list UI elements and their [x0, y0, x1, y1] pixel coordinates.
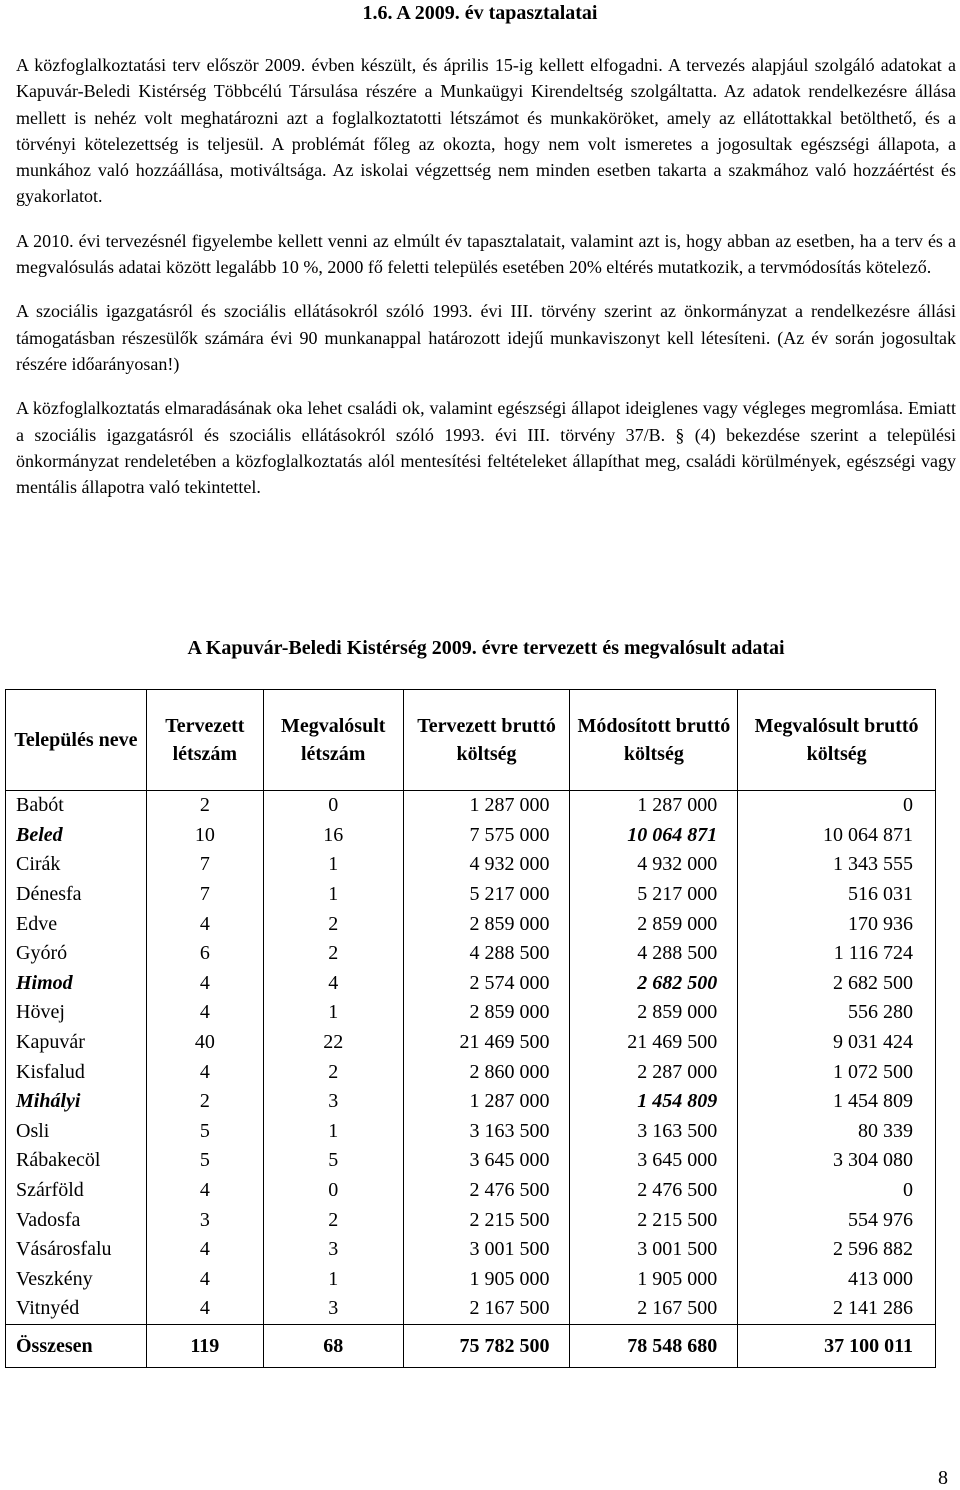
paragraph-exemption: A közfoglalkoztatás elmaradásának oka lehet családi ok, valamint egészségi állapot ideiglenes vagy végleges megromlása. Emiatt a szociális igazgatásról és szociális ellátásokról szóló 1993. évi III. törvény 37/B. § (4) bekezdése szerint a települési önkormányzat rendeletében a közfoglalkoztatás alól mentesítési feltételeket állapíthat meg, családi körülmények, egészségi vagy mentális állapotra való tekintettel. — [16, 398, 956, 498]
data-table — [5, 689, 936, 1368]
settlement-name: Rábakecöl — [6, 1146, 147, 1176]
modified-cost: 3 001 500 — [570, 1235, 738, 1265]
settlement-name: Mihályi — [6, 1087, 147, 1117]
table-row — [6, 998, 936, 1028]
settlement-name: Babót — [6, 791, 147, 821]
actual-cost: 2 141 286 — [738, 1294, 936, 1324]
planned-headcount: 4 — [146, 909, 263, 939]
actual-cost: 516 031 — [738, 880, 936, 910]
modified-cost: 4 932 000 — [570, 850, 738, 880]
actual-headcount: 5 — [263, 1146, 403, 1176]
settlement-name: Kapuvár — [6, 1028, 147, 1058]
actual-headcount: 3 — [263, 1294, 403, 1324]
actual-cost: 1 454 809 — [738, 1087, 936, 1117]
table-row — [6, 1117, 936, 1147]
header-planned-cost: Tervezett bruttó költség — [403, 690, 570, 791]
actual-cost: 9 031 424 — [738, 1028, 936, 1058]
modified-cost: 4 288 500 — [570, 939, 738, 969]
settlement-name: Veszkény — [6, 1265, 147, 1295]
actual-headcount: 2 — [263, 1057, 403, 1087]
modified-cost: 10 064 871 — [570, 821, 738, 851]
total-planned: 119 — [146, 1324, 263, 1367]
planned-cost: 5 217 000 — [403, 880, 570, 910]
settlement-name: Gyóró — [6, 939, 147, 969]
actual-headcount: 0 — [263, 791, 403, 821]
table-row — [6, 969, 936, 999]
total-modified-cost: 78 548 680 — [570, 1324, 738, 1367]
actual-cost: 170 936 — [738, 909, 936, 939]
settlement-name: Beled — [6, 821, 147, 851]
settlement-name: Himod — [6, 969, 147, 999]
section-title: 1.6. A 2009. év tapasztalatai — [362, 2, 598, 24]
table-body — [6, 791, 936, 1325]
actual-cost: 554 976 — [738, 1205, 936, 1235]
planned-headcount: 4 — [146, 1294, 263, 1324]
settlement-name: Szárföld — [6, 1176, 147, 1206]
planned-headcount: 5 — [146, 1146, 263, 1176]
planned-cost: 21 469 500 — [403, 1028, 570, 1058]
planned-cost: 2 574 000 — [403, 969, 570, 999]
modified-cost: 2 859 000 — [570, 909, 738, 939]
table-row — [6, 850, 936, 880]
table-row — [6, 939, 936, 969]
actual-headcount: 2 — [263, 1205, 403, 1235]
table-header-row — [6, 690, 936, 791]
actual-cost: 2 596 882 — [738, 1235, 936, 1265]
actual-headcount: 4 — [263, 969, 403, 999]
page-number: 8 — [938, 1467, 948, 1489]
table-row — [6, 1087, 936, 1117]
planned-headcount: 4 — [146, 1265, 263, 1295]
modified-cost: 3 163 500 — [570, 1117, 738, 1147]
table-row — [6, 1205, 936, 1235]
actual-cost: 413 000 — [738, 1265, 936, 1295]
settlement-name: Hövej — [6, 998, 147, 1028]
paragraph-2010-planning: A 2010. évi tervezésnél figyelembe kellett venni az elmúlt év tapasztalatait, valamint azt is, hogy abban az esetben, ha a terv és a megvalósulás adatai között legalább 10 %, 2000 fő feletti település esetében 20% eltérés mutatkozik, a tervmódosítás kötelező. — [16, 230, 956, 278]
planned-cost: 2 167 500 — [403, 1294, 570, 1324]
planned-headcount: 4 — [146, 1235, 263, 1265]
planned-cost: 3 645 000 — [403, 1146, 570, 1176]
planned-cost: 2 476 500 — [403, 1176, 570, 1206]
actual-headcount: 0 — [263, 1176, 403, 1206]
settlement-name: Cirák — [6, 850, 147, 880]
modified-cost: 3 645 000 — [570, 1146, 738, 1176]
actual-cost: 1 116 724 — [738, 939, 936, 969]
planned-headcount: 2 — [146, 791, 263, 821]
table-title: A Kapuvár-Beledi Kistérség 2009. évre tervezett és megvalósult adatai — [187, 637, 785, 659]
table-row — [6, 909, 936, 939]
actual-cost: 556 280 — [738, 998, 936, 1028]
table-row — [6, 791, 936, 821]
table-row — [6, 880, 936, 910]
header-settlement: Település neve — [6, 690, 147, 791]
modified-cost: 2 287 000 — [570, 1057, 738, 1087]
actual-headcount: 1 — [263, 880, 403, 910]
planned-cost: 2 859 000 — [403, 909, 570, 939]
planned-headcount: 4 — [146, 1057, 263, 1087]
planned-headcount: 7 — [146, 880, 263, 910]
planned-cost: 3 001 500 — [403, 1235, 570, 1265]
settlement-name: Kisfalud — [6, 1057, 147, 1087]
actual-headcount: 3 — [263, 1087, 403, 1117]
planned-headcount: 4 — [146, 1176, 263, 1206]
settlement-name: Vitnyéd — [6, 1294, 147, 1324]
actual-headcount: 1 — [263, 998, 403, 1028]
modified-cost: 21 469 500 — [570, 1028, 738, 1058]
planned-cost: 1 905 000 — [403, 1265, 570, 1295]
actual-cost: 0 — [738, 791, 936, 821]
header-modified-cost: Módosított bruttó költség — [570, 690, 738, 791]
planned-headcount: 4 — [146, 969, 263, 999]
actual-headcount: 16 — [263, 821, 403, 851]
body-text — [16, 52, 956, 518]
planned-cost: 1 287 000 — [403, 1087, 570, 1117]
modified-cost: 2 215 500 — [570, 1205, 738, 1235]
planned-headcount: 2 — [146, 1087, 263, 1117]
planned-headcount: 10 — [146, 821, 263, 851]
actual-cost: 1 343 555 — [738, 850, 936, 880]
actual-headcount: 3 — [263, 1235, 403, 1265]
total-actual-cost: 37 100 011 — [738, 1324, 936, 1367]
actual-headcount: 1 — [263, 1265, 403, 1295]
header-actual-headcount: Megvalósult létszám — [263, 690, 403, 791]
modified-cost: 1 287 000 — [570, 791, 738, 821]
modified-cost: 2 859 000 — [570, 998, 738, 1028]
settlement-name: Edve — [6, 909, 147, 939]
actual-cost: 80 339 — [738, 1117, 936, 1147]
actual-cost: 1 072 500 — [738, 1057, 936, 1087]
actual-cost: 10 064 871 — [738, 821, 936, 851]
settlement-name: Osli — [6, 1117, 147, 1147]
modified-cost: 2 682 500 — [570, 969, 738, 999]
planned-cost: 2 860 000 — [403, 1057, 570, 1087]
table-row — [6, 821, 936, 851]
table-total-row — [6, 1324, 936, 1367]
planned-cost: 4 932 000 — [403, 850, 570, 880]
table-row — [6, 1028, 936, 1058]
planned-headcount: 5 — [146, 1117, 263, 1147]
table-row — [6, 1235, 936, 1265]
actual-headcount: 2 — [263, 909, 403, 939]
actual-headcount: 22 — [263, 1028, 403, 1058]
actual-cost: 0 — [738, 1176, 936, 1206]
table-row — [6, 1294, 936, 1324]
planned-headcount: 4 — [146, 998, 263, 1028]
total-planned-cost: 75 782 500 — [403, 1324, 570, 1367]
planned-cost: 2 859 000 — [403, 998, 570, 1028]
actual-headcount: 2 — [263, 939, 403, 969]
modified-cost: 2 167 500 — [570, 1294, 738, 1324]
modified-cost: 1 905 000 — [570, 1265, 738, 1295]
planned-cost: 2 215 500 — [403, 1205, 570, 1235]
header-planned-headcount: Tervezett létszám — [146, 690, 263, 791]
total-label: Összesen — [6, 1324, 147, 1367]
table-row — [6, 1265, 936, 1295]
planned-cost: 4 288 500 — [403, 939, 570, 969]
planned-cost: 3 163 500 — [403, 1117, 570, 1147]
paragraph-social-law: A szociális igazgatásról és szociális ellátásokról szóló 1993. évi III. törvény szerint az önkormányzat a rendelkezésre állási támogatásban részesülők számára évi 90 munkanappal határozott idejű munkaviszonyt kell létesíteni. (Az év során jogosultak részére időarányosan!) — [16, 301, 956, 374]
modified-cost: 5 217 000 — [570, 880, 738, 910]
table-row — [6, 1146, 936, 1176]
header-actual-cost: Megvalósult bruttó költség — [738, 690, 936, 791]
planned-headcount: 6 — [146, 939, 263, 969]
actual-headcount: 1 — [263, 850, 403, 880]
settlement-name: Dénesfa — [6, 880, 147, 910]
planned-headcount: 7 — [146, 850, 263, 880]
table-row — [6, 1176, 936, 1206]
paragraph-2009-planning: A közfoglalkoztatási terv először 2009. évben készült, és április 15-ig kellett elfogadni. A tervezés alapjául szolgáló adatokat a Kapuvár-Beledi Kistérség Többcélú Társulása részére a Munkaügyi Kirendeltség szolgáltatta. Az adatok rendelkezésre állása mellett is nehéz volt meghatározni azt a foglalkoztatotti létszámot és munkaköröket, amely az ellátottakkal betölthető, és a törvényi kötelezettség is teljesül. A problémát főleg az okozta, hogy nem volt ismeretes a jogosultak egészségi állapota, a munkához való hozzáállása, motiváltsága. Az iskolai végzettség nem minden esetben takarta a szakmához való hozzáértést és gyakorlatot. — [16, 55, 956, 207]
actual-cost: 2 682 500 — [738, 969, 936, 999]
modified-cost: 1 454 809 — [570, 1087, 738, 1117]
table-row — [6, 1057, 936, 1087]
modified-cost: 2 476 500 — [570, 1176, 738, 1206]
actual-headcount: 1 — [263, 1117, 403, 1147]
planned-cost: 1 287 000 — [403, 791, 570, 821]
total-actual: 68 — [263, 1324, 403, 1367]
settlement-name: Vadosfa — [6, 1205, 147, 1235]
actual-cost: 3 304 080 — [738, 1146, 936, 1176]
settlement-name: Vásárosfalu — [6, 1235, 147, 1265]
planned-headcount: 3 — [146, 1205, 263, 1235]
planned-cost: 7 575 000 — [403, 821, 570, 851]
planned-headcount: 40 — [146, 1028, 263, 1058]
